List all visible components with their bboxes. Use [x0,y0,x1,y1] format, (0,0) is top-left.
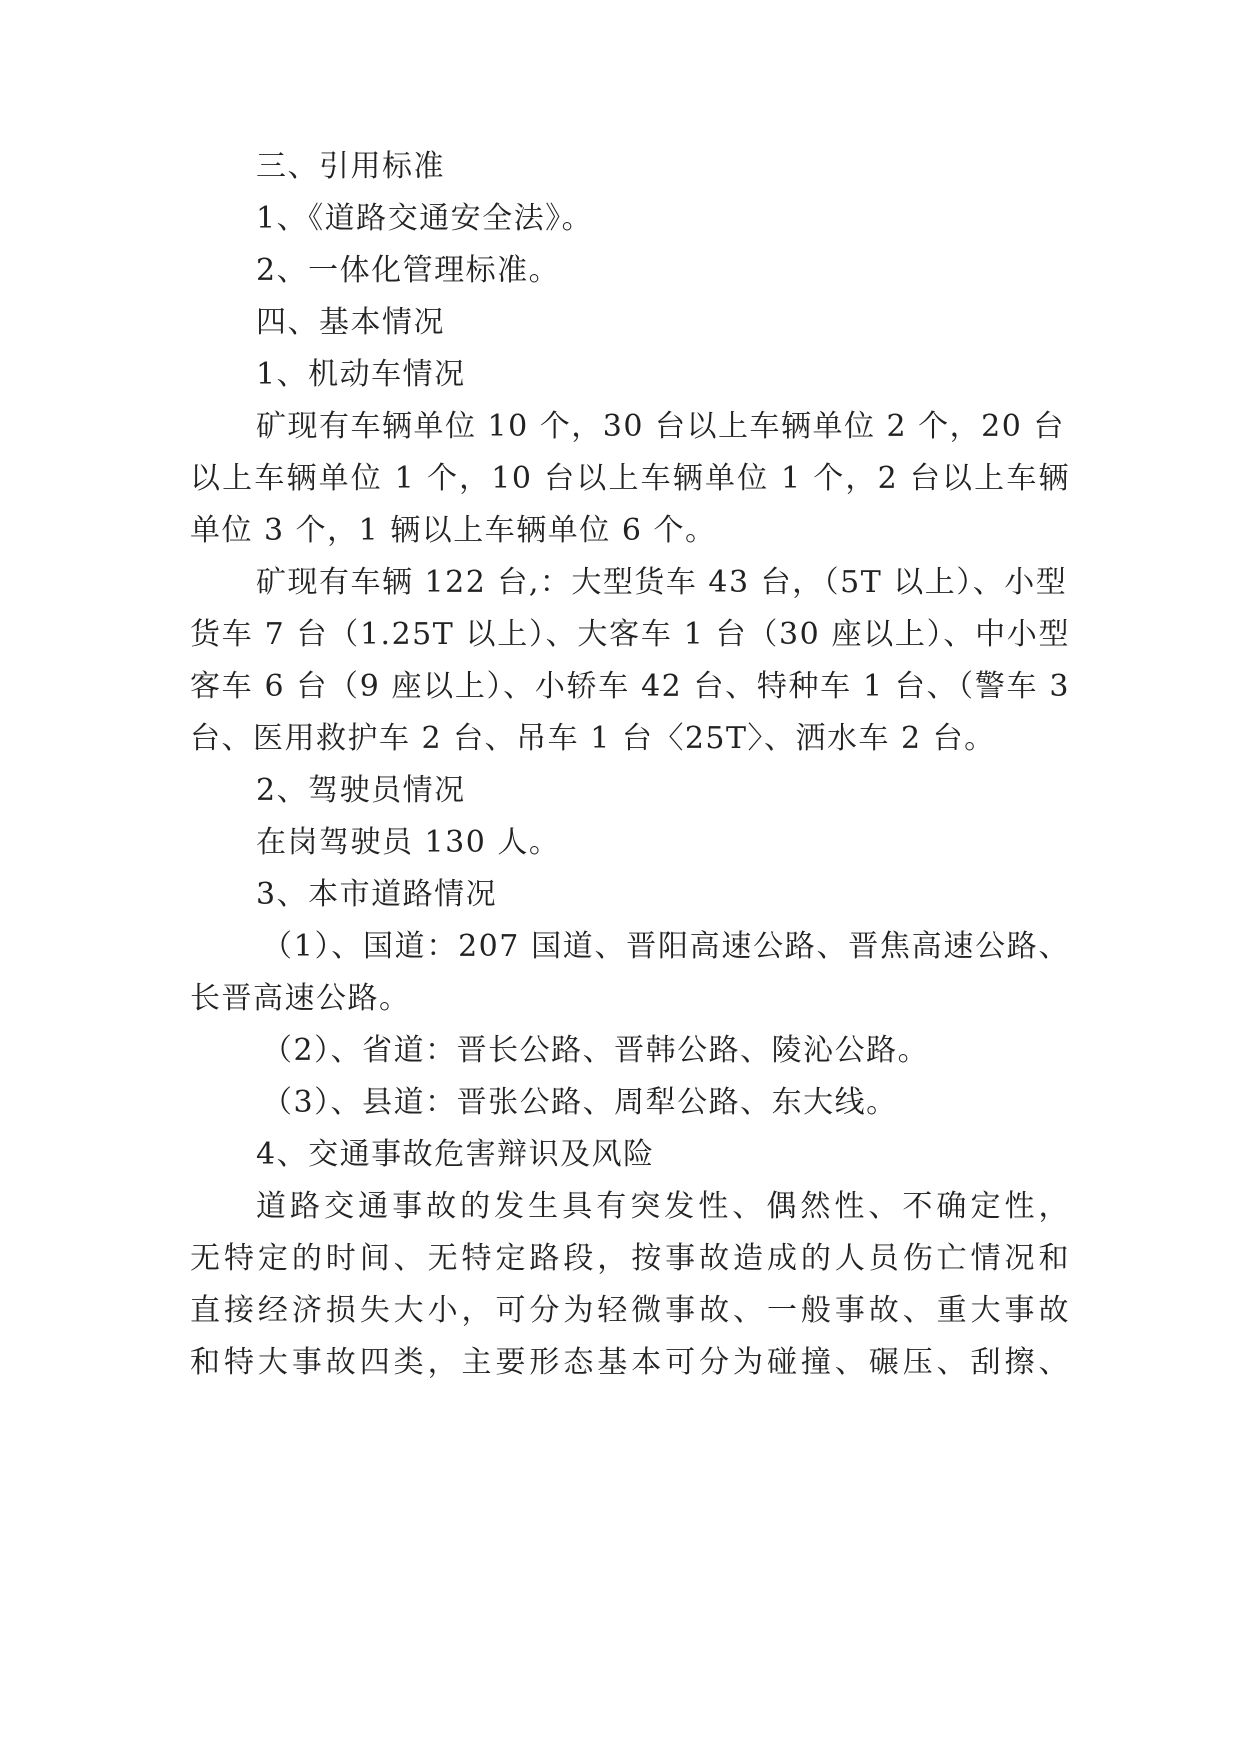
paragraph-line: 单位 3 个，1 辆以上车辆单位 6 个。 [190,513,717,548]
subheading-vehicles: 1、机动车情况 [256,357,466,392]
paragraph-line: （3）、县道：晋张公路、周犁公路、东大线。 [262,1085,898,1120]
section-heading-standards: 三、引用标准 [256,149,445,184]
paragraph-line: 矿现有车辆单位 10 个，30 台以上车辆单位 2 个，20 台 [256,409,1065,444]
paragraph-line: 矿现有车辆 122 台,：大型货车 43 台，（5T 以上）、小型 [256,565,1068,600]
text-line: 2、一体化管理标准。 [256,253,561,288]
paragraph-line: 以上车辆单位 1 个，10 台以上车辆单位 1 个，2 台以上车辆 [190,461,1070,496]
paragraph-line: 货车 7 台（1.25T 以上）、大客车 1 台（30 座以上）、中小型 [190,617,1070,652]
text-line: 1、《道路交通安全法》。 [256,201,594,236]
paragraph-line: （1）、国道：207 国道、晋阳高速公路、晋焦高速公路、 [262,929,1070,964]
paragraph-line: 无特定的时间、无特定路段，按事故造成的人员伤亡情况和 [190,1241,1070,1276]
paragraph-line: 直接经济损失大小，可分为轻微事故、一般事故、重大事故 [190,1293,1070,1328]
subheading-roads: 3、本市道路情况 [256,877,498,912]
paragraph-line: 台、医用救护车 2 台、吊车 1 台〈25T〉、洒水车 2 台。 [190,721,996,756]
paragraph-line: 道路交通事故的发生具有突发性、偶然性、不确定性， [256,1189,1070,1224]
paragraph-line: 长晋高速公路。 [190,981,411,1016]
paragraph-line: 在岗驾驶员 130 人。 [256,825,561,860]
subheading-drivers: 2、驾驶员情况 [256,773,466,808]
paragraph-line: 客车 6 台（9 座以上）、小轿车 42 台、特种车 1 台、（警车 3 [190,669,1070,704]
section-heading-basic-info: 四、基本情况 [256,305,445,340]
paragraph-line: 和特大事故四类，主要形态基本可分为碰撞、碾压、刮擦、 [190,1345,1070,1380]
subheading-accident-risk: 4、交通事故危害辩识及风险 [256,1137,655,1172]
paragraph-line: （2）、省道：晋长公路、晋韩公路、陵沁公路。 [262,1033,930,1068]
